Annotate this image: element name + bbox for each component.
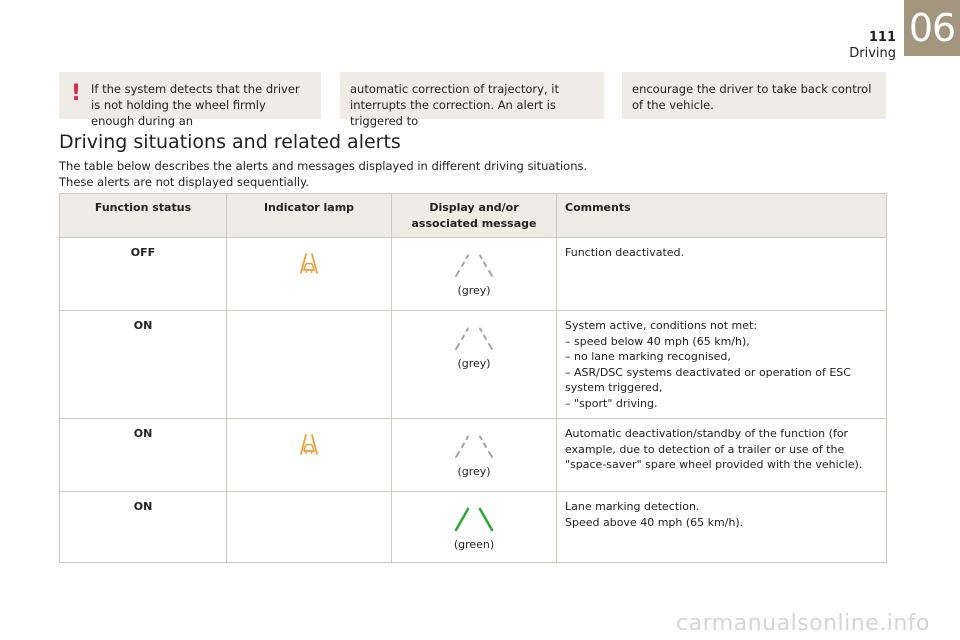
table-header-row [60,194,887,238]
indicator-lamp-cell [227,492,392,563]
header-comments: Comments [557,194,887,238]
lane-lines-icon [444,432,504,460]
lane-lines-icon [444,324,504,352]
lane-assist-lamp-icon [294,251,324,277]
display-color-label: (green) [453,538,495,551]
warning-note-part-2 [340,72,604,128]
note-text-3: encourage the driver to take back control of the vehicle. [632,82,872,112]
display-message-cell [392,238,557,311]
table-row [60,311,887,419]
comment-line: – no lane marking recognised, [565,350,731,363]
comment-line: – "sport" driving. [565,396,658,410]
function-status-cell: OFF [60,238,227,311]
page-header [849,30,896,62]
indicator-lamp-cell [227,238,392,311]
comment-line: – ASR/DSC systems deactivated or operation of ESC system triggered, [565,365,851,394]
comment-line: Lane marking detection. [565,500,700,513]
display-color-label: (grey) [457,357,491,370]
comment-line: System active, conditions not met: [565,319,758,332]
warning-note-part-1 [59,72,321,128]
display-message-cell [392,492,557,563]
display-message-cell [392,419,557,492]
comment-line: – speed below 40 mph (65 km/h), [565,334,750,348]
section-title: Driving situations and related alerts [59,131,401,153]
header-display-message: Display and/or associated message [392,194,557,238]
header-function-status: Function status [60,194,227,238]
comments-cell [557,311,887,419]
comments-cell [557,238,887,311]
header-indicator-lamp: Indicator lamp [227,194,392,238]
intro-line-2: These alerts are not displayed sequentially. [59,175,309,189]
indicator-lamp-cell [227,419,392,492]
lane-lines-icon [444,251,504,279]
note-text-2: automatic correction of trajectory, it interrupts the correction. An alert is triggered to [350,82,559,128]
function-status-cell: ON [60,419,227,492]
comment-line: Function deactivated. [565,246,685,259]
warning-note-part-3 [622,72,886,119]
display-message-cell [392,311,557,419]
page-number: 111 [868,30,896,45]
section-label: Driving [849,46,896,61]
comment-line: Automatic deactivation/standby of the function (for example, due to detection of a trailer or use of the "space-saver" spare wheel provided with the vehicle). [565,427,863,471]
table-row [60,492,887,563]
function-status-cell: ON [60,492,227,563]
note-text-1: If the system detects that the driver is not holding the wheel firmly enough during an [91,82,300,128]
display-color-label: (grey) [457,465,491,478]
lane-lines-icon [444,505,504,533]
warning-exclamation-icon: ! [71,81,82,106]
comments-cell [557,492,887,563]
comments-cell [557,419,887,492]
comment-line: Speed above 40 mph (65 km/h). [565,515,744,529]
lane-assist-lamp-icon [294,432,324,458]
intro-line-1: The table below describes the alerts and messages displayed in different driving situations. [59,159,588,173]
intro-text [59,158,587,190]
function-status-cell: ON [60,311,227,419]
display-color-label: (grey) [457,284,491,297]
alerts-table [59,193,887,563]
chapter-tab: 06 [904,0,960,56]
table-row [60,238,887,311]
watermark: carmanualsonline.info [676,611,930,636]
indicator-lamp-cell [227,311,392,419]
table-row [60,419,887,492]
